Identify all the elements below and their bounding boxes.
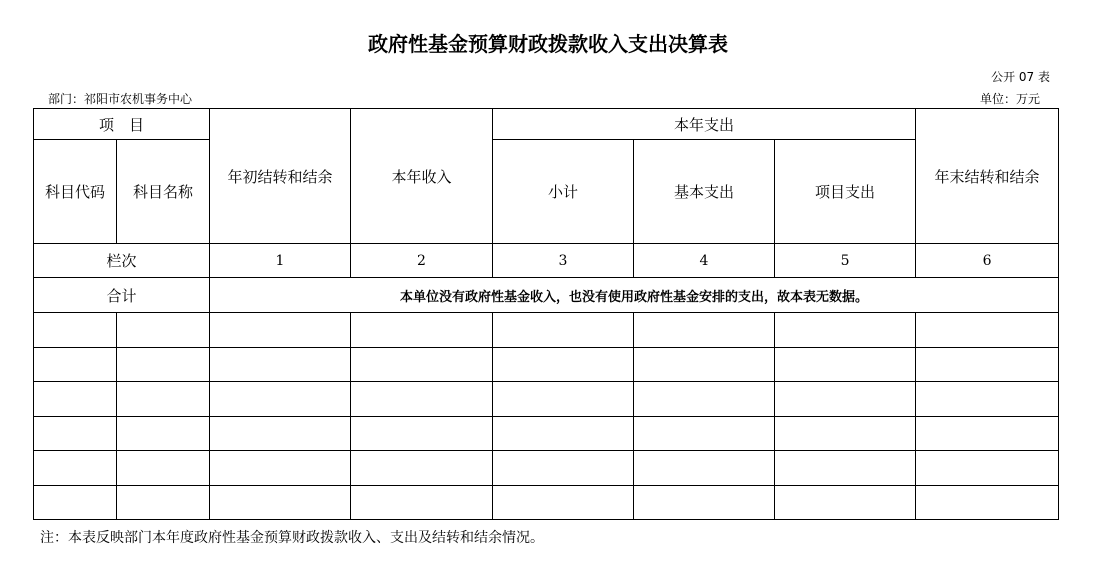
department-label: 部门：祁阳市农机事务中心 — [48, 92, 193, 106]
header-expense-group: 本年支出 — [493, 109, 916, 140]
total-label: 合计 — [34, 278, 210, 313]
no-data-notice: 本单位没有政府性基金收入，也没有使用政府性基金安排的支出，故本表无数据。 — [210, 278, 1059, 313]
column-number: 3 — [493, 244, 634, 278]
header-project-expense: 项目支出 — [775, 140, 916, 244]
total-row — [34, 278, 1059, 313]
header-code: 科目代码 — [34, 140, 117, 244]
column-number: 6 — [916, 244, 1059, 278]
column-number: 2 — [351, 244, 493, 278]
footnote: 注：本表反映部门本年度政府性基金预算财政拨款收入、支出及结转和结余情况。 — [40, 530, 544, 546]
column-number: 5 — [775, 244, 916, 278]
report-title: 政府性基金预算财政拨款收入支出决算表 — [368, 32, 728, 56]
header-end-balance: 年末结转和结余 — [916, 109, 1059, 244]
unit-label: 单位：万元 — [979, 92, 1040, 106]
column-number: 1 — [210, 244, 351, 278]
column-number-row — [34, 244, 1059, 278]
form-number: 公开 07 表 — [991, 70, 1050, 84]
header-basic-expense: 基本支出 — [634, 140, 775, 244]
column-number-label: 栏次 — [34, 244, 210, 278]
table-row — [34, 313, 1059, 348]
header-begin-balance: 年初结转和结余 — [210, 109, 351, 244]
table-row — [34, 451, 1059, 486]
budget-table — [33, 108, 1059, 520]
header-subtotal: 小计 — [493, 140, 634, 244]
table-row — [34, 486, 1059, 520]
header-name: 科目名称 — [117, 140, 210, 244]
column-number: 4 — [634, 244, 775, 278]
table-row — [34, 382, 1059, 417]
table-row — [34, 348, 1059, 382]
table-row — [34, 417, 1059, 451]
header-item: 项 目 — [34, 109, 210, 140]
header-income: 本年收入 — [351, 109, 493, 244]
